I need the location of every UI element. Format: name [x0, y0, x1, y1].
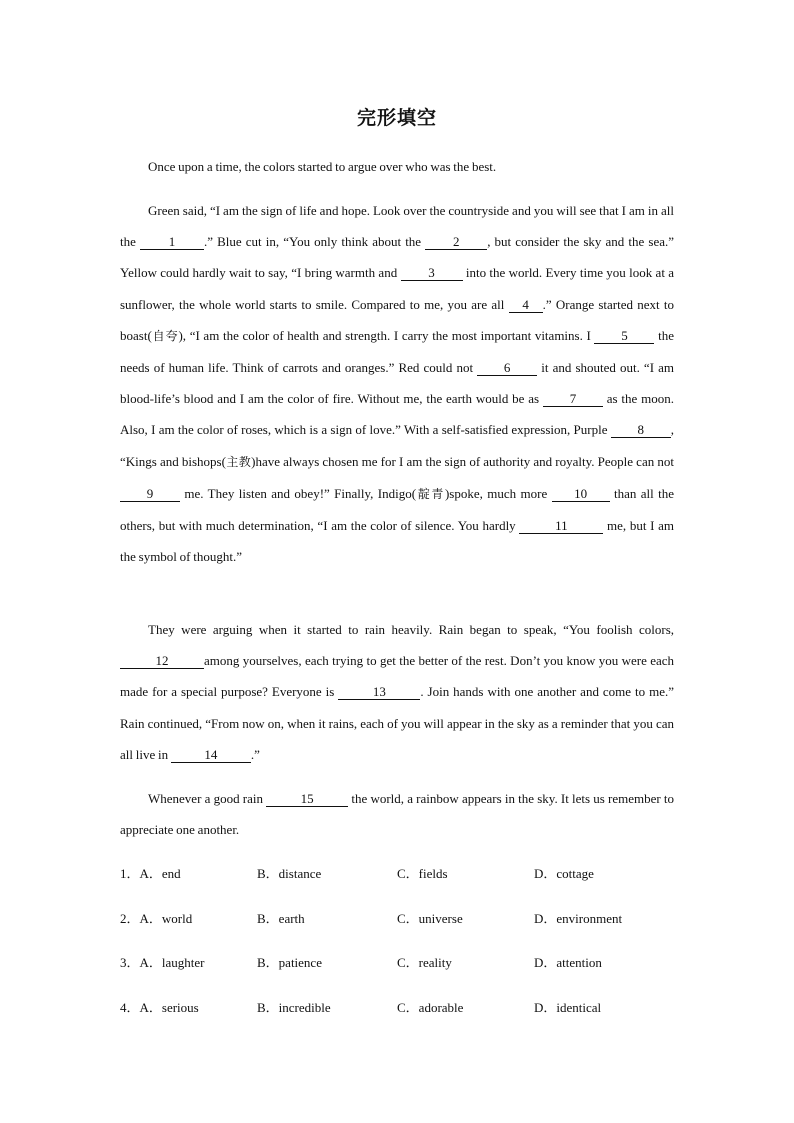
chinese-gloss: 自夸 — [151, 328, 179, 343]
question-row — [120, 997, 680, 1042]
paragraph-text: Whenever a good rain — [148, 791, 263, 806]
paragraph-text: ), “I am the color of health and strength. I carry the most important vitamins. I — [178, 327, 591, 343]
paragraph-rain-speaks — [120, 614, 674, 770]
paragraph-text: .” — [250, 746, 260, 762]
chinese-gloss: 主教 — [225, 454, 252, 469]
option-b[interactable]: B．earth — [257, 910, 305, 926]
question-row — [120, 952, 680, 997]
answer-options — [120, 863, 680, 1041]
option-c[interactable]: C．reality — [397, 955, 452, 971]
paragraph-text: into the world. Every time you look at a sunflower, the whole world starts to smile. Compared to me, you are all — [120, 265, 675, 312]
option-b[interactable]: B．distance — [257, 866, 322, 881]
blank-7[interactable]: 7 — [543, 392, 603, 407]
blank-1[interactable]: 1 — [140, 235, 204, 250]
paragraph-text: as the moon. Also, I am the color of roses, which is a sign of love.” With a self-satisfied expression, Purple — [120, 391, 674, 438]
option-b[interactable]: B．incredible — [257, 999, 331, 1015]
paragraph-text: among yourselves, each trying to get the better of the rest. Don’t you know you were each made for a special purpose? Everyone is — [120, 653, 674, 700]
paragraph-text: the world, a rainbow appears in the sky. It lets us remember to appreciate one another. — [120, 791, 675, 838]
paragraph-text: me, but I am the symbol of thought.” — [120, 518, 674, 565]
option-d[interactable]: D．identical — [534, 999, 602, 1015]
blank-5[interactable]: 5 — [594, 329, 654, 344]
blank-8[interactable]: 8 — [611, 423, 671, 438]
paragraph-text: )spoke, much more — [444, 485, 548, 501]
question-row — [120, 863, 680, 908]
blank-10[interactable]: 10 — [552, 487, 610, 502]
blank-12[interactable]: 12 — [120, 654, 204, 669]
option-d[interactable]: D．attention — [534, 955, 602, 971]
paragraph-text: They were arguing when it started to rain heavily. Rain began to speak, “You foolish colors, — [148, 622, 674, 637]
option-d[interactable]: D．environment — [534, 910, 623, 926]
paragraph-colors-argue — [120, 195, 674, 572]
option-a[interactable]: 1．A．end — [120, 866, 181, 881]
paragraph-text: the needs of human life. Think of carrots and oranges.” Red could not — [120, 327, 674, 376]
paragraph-text: , but consider the sky and the sea.” Yellow could hardly wait to say, “I bring warmth and — [120, 234, 675, 281]
option-d[interactable]: D．cottage — [534, 866, 594, 881]
option-c[interactable]: C．fields — [397, 866, 448, 881]
blank-13[interactable]: 13 — [338, 685, 420, 700]
blank-6[interactable]: 6 — [477, 361, 537, 376]
blank-11[interactable]: 11 — [519, 519, 603, 534]
question-row — [120, 908, 680, 953]
blank-15[interactable]: 15 — [266, 792, 348, 807]
paragraph-text: .” Blue cut in, “You only think about the — [204, 234, 422, 250]
option-a[interactable]: 2．A．world — [120, 910, 193, 926]
paragraph-text: .” Orange started next to boast( — [120, 296, 674, 343]
paragraph-text: Green said, “I am the sign of life and hope. Look over the countryside and you will see that I am in all the — [120, 203, 674, 250]
paragraph-text: )have always chosen me for I am the sign of authority and royalty. People can not — [251, 453, 674, 469]
option-b[interactable]: B．patience — [257, 955, 322, 971]
option-c[interactable]: C．universe — [397, 910, 463, 926]
blank-9[interactable]: 9 — [120, 487, 180, 502]
chinese-gloss: 靛青 — [416, 486, 445, 501]
page-title: 完形填空 — [356, 107, 437, 129]
paragraph-rainbow — [120, 783, 674, 845]
paragraph-text: Once upon a time, the colors started to argue over who was the best. — [148, 159, 497, 174]
paragraph-text: than all the others, but with much determination, “I am the color of silence. You hardly — [120, 485, 675, 534]
option-a[interactable]: 3．A．laughter — [120, 955, 205, 971]
paragraph-text: . Join hands with one another and come to me.” Rain continued, “From now on, when it rains, each of you will appear in the sky as a reminder that you can all live in — [120, 684, 674, 762]
paragraph-text: it and shouted out. “I am blood-life’s blood and I am the color of fire. Without me, the earth would be as — [120, 360, 675, 407]
paragraph-intro — [120, 151, 674, 182]
option-c[interactable]: C．adorable — [397, 999, 464, 1015]
blank-4[interactable]: 4 — [509, 298, 543, 313]
blank-2[interactable]: 2 — [425, 235, 487, 250]
paragraph-text: , “Kings and bishops( — [120, 422, 674, 469]
blank-3[interactable]: 3 — [401, 266, 463, 281]
paragraph-text: me. They listen and obey!” Finally, Indigo( — [184, 485, 417, 501]
blank-14[interactable]: 14 — [171, 748, 251, 763]
option-a[interactable]: 4．A．serious — [120, 999, 199, 1015]
